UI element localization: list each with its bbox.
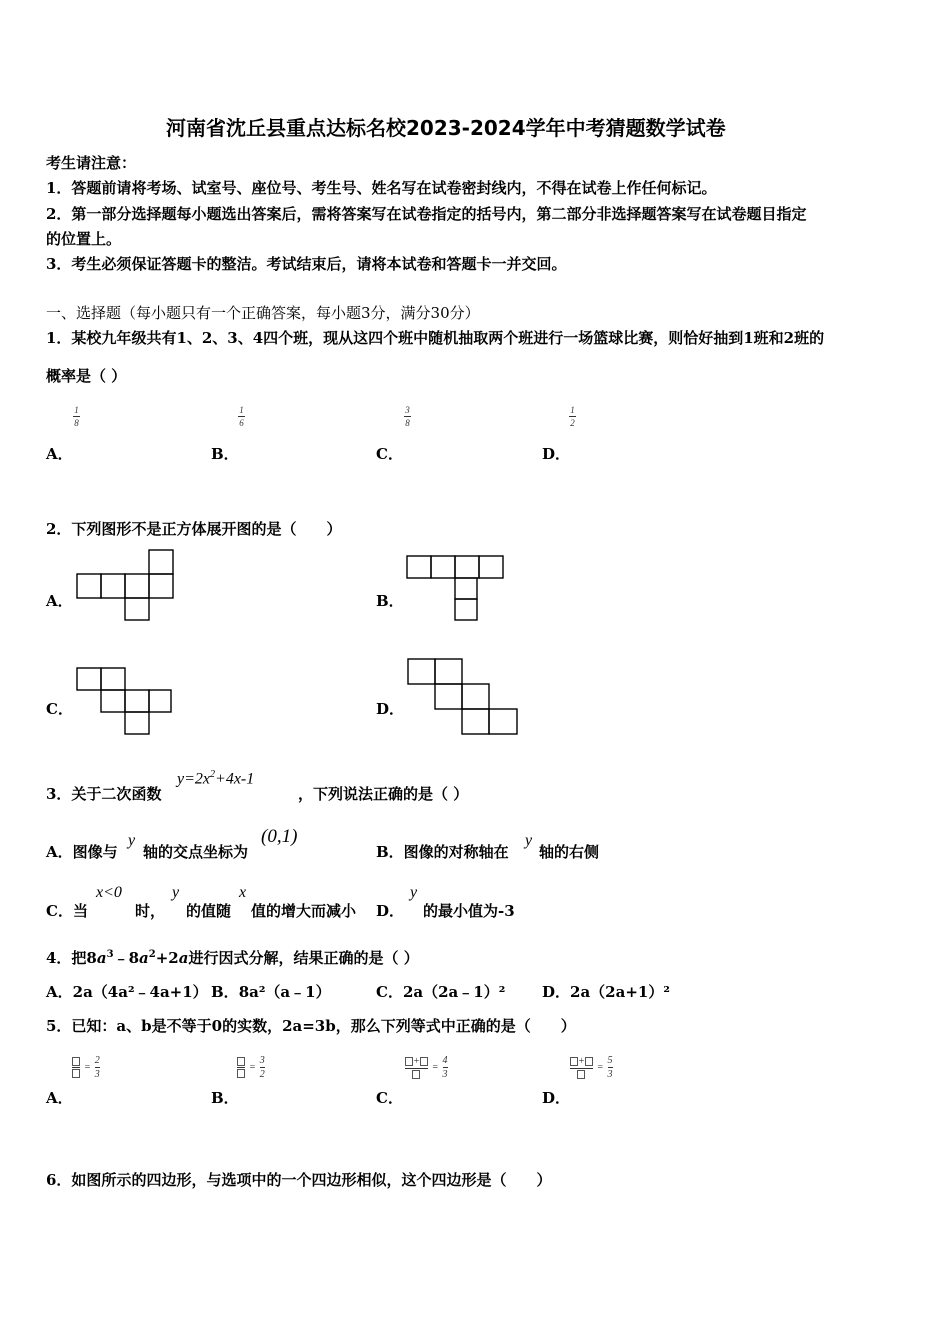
q5-option-b-label: B．	[211, 1089, 239, 1107]
q3-stem-start: 3．关于二次函数	[46, 785, 162, 803]
q1-option-c-label: C．	[376, 445, 403, 463]
q3-option-b-text2: 轴的右侧	[539, 843, 600, 861]
q1-option-a-label: A．	[46, 445, 73, 463]
q2-stem: 2．下列图形不是正方体展开图的是（ ）	[46, 520, 342, 538]
q5-stem: 5．已知：a、b是不等于0的实数，2a=3b，那么下列等式中正确的是（ ）	[46, 1017, 576, 1035]
q4-option-b: B．8a²（a﹣1）	[211, 983, 331, 1001]
q2-option-c-cube-net	[76, 668, 176, 738]
q3-option-c-text1: C．当	[46, 902, 88, 920]
q1-stem: 1．某校九年级共有1、2、3、4四个班，现从这四个班中随机抽取两个班进行一场篮球比赛，则恰好抽到1班和2班的	[46, 329, 825, 347]
q3-option-a-var: y	[128, 832, 136, 849]
q5-option-a-equation: = 2 3	[72, 1055, 100, 1080]
notice-heading: 考生请注意：	[46, 154, 137, 172]
notice-item-2-cont: 的位置上。	[46, 230, 122, 248]
q3-function-formula: $y=2x^2+4x-1$	[177, 769, 255, 788]
notice-item-3: 3．考生必须保证答题卡的整洁。考试结束后，请将本试卷和答题卡一并交回。	[46, 255, 567, 273]
q5-option-a-label: A．	[46, 1089, 73, 1107]
notice-item-2: 2．第一部分选择题每小题选出答案后，需将答案写在试卷指定的括号内，第二部分非选择题答案写在试卷题目指定	[46, 205, 807, 223]
notice-item-1: 1．答题前请将考场、试室号、座位号、考生号、姓名写在试卷密封线内，不得在试卷上作任何标记。	[46, 179, 717, 197]
q1-option-b-label: B．	[211, 445, 239, 463]
q3-option-a-text2: 轴的交点坐标为	[143, 843, 249, 861]
q1-option-b-fraction: 1 6	[239, 405, 244, 428]
q3-option-c-text4: 值的增大而减小	[251, 902, 357, 920]
q3-option-a-text1: A．图像与	[46, 843, 118, 861]
page-title: 河南省沈丘县重点达标名校2023-2024学年中考猜题数学试卷	[166, 116, 726, 140]
q5-option-b-equation: = 3 2	[237, 1055, 265, 1080]
q3-option-a-point: (0,1)	[261, 826, 298, 847]
q2-option-c-label: C．	[46, 700, 73, 718]
q5-option-c-label: C．	[376, 1089, 403, 1107]
q1-option-d-label: D．	[542, 445, 571, 463]
q1-option-c-fraction: 3 8	[405, 405, 410, 428]
q3-stem-end: ，下列说法正确的是（ ）	[298, 785, 469, 803]
q3-option-c-text2: 时，	[135, 902, 166, 920]
q5-option-d-equation: + = 5 3	[570, 1055, 613, 1080]
q2-option-a-cube-net	[76, 550, 176, 622]
q3-option-c-condition: x<0	[96, 884, 122, 901]
q2-option-a-label: A．	[46, 592, 73, 610]
q2-option-d-label: D．	[376, 700, 405, 718]
q2-option-d-cube-net	[407, 659, 521, 739]
q4-option-a: A．2a（4a²﹣4a+1）	[46, 983, 208, 1001]
q2-option-b-cube-net	[406, 556, 506, 622]
q5-option-c-equation: + = 4 3	[405, 1055, 448, 1080]
q3-option-d-label: D．	[376, 902, 405, 920]
q3-option-c-var-y: y	[172, 884, 180, 901]
q1-stem-cont: 概率是（ ）	[46, 367, 127, 385]
q3-option-b-var: y	[525, 832, 533, 849]
q1-option-d-fraction: 1 2	[570, 405, 575, 428]
q4-option-d: D．2a（2a+1）²	[542, 983, 670, 1001]
q6-stem: 6．如图所示的四边形，与选项中的一个四边形相似，这个四边形是（ ）	[46, 1171, 552, 1189]
q3-option-d-var: y	[410, 884, 418, 901]
q4-stem: 4．把$8a^3﹣8a^2+2a$进行因式分解，结果正确的是（ ）	[46, 949, 419, 967]
q4-option-c: C．2a（2a﹣1）²	[376, 983, 506, 1001]
q1-option-a-fraction: 1 8	[74, 405, 79, 428]
q3-option-c-text3: 的值随	[186, 902, 232, 920]
section-heading: 一、选择题（每小题只有一个正确答案，每小题3分，满分30分）	[46, 304, 480, 322]
q3-option-d-text: 的最小值为-3	[423, 902, 515, 920]
q3-option-b-text1: B．图像的对称轴在	[376, 843, 509, 861]
q3-option-c-var-x: x	[239, 884, 247, 901]
q2-option-b-label: B．	[376, 592, 404, 610]
q5-option-d-label: D．	[542, 1089, 571, 1107]
